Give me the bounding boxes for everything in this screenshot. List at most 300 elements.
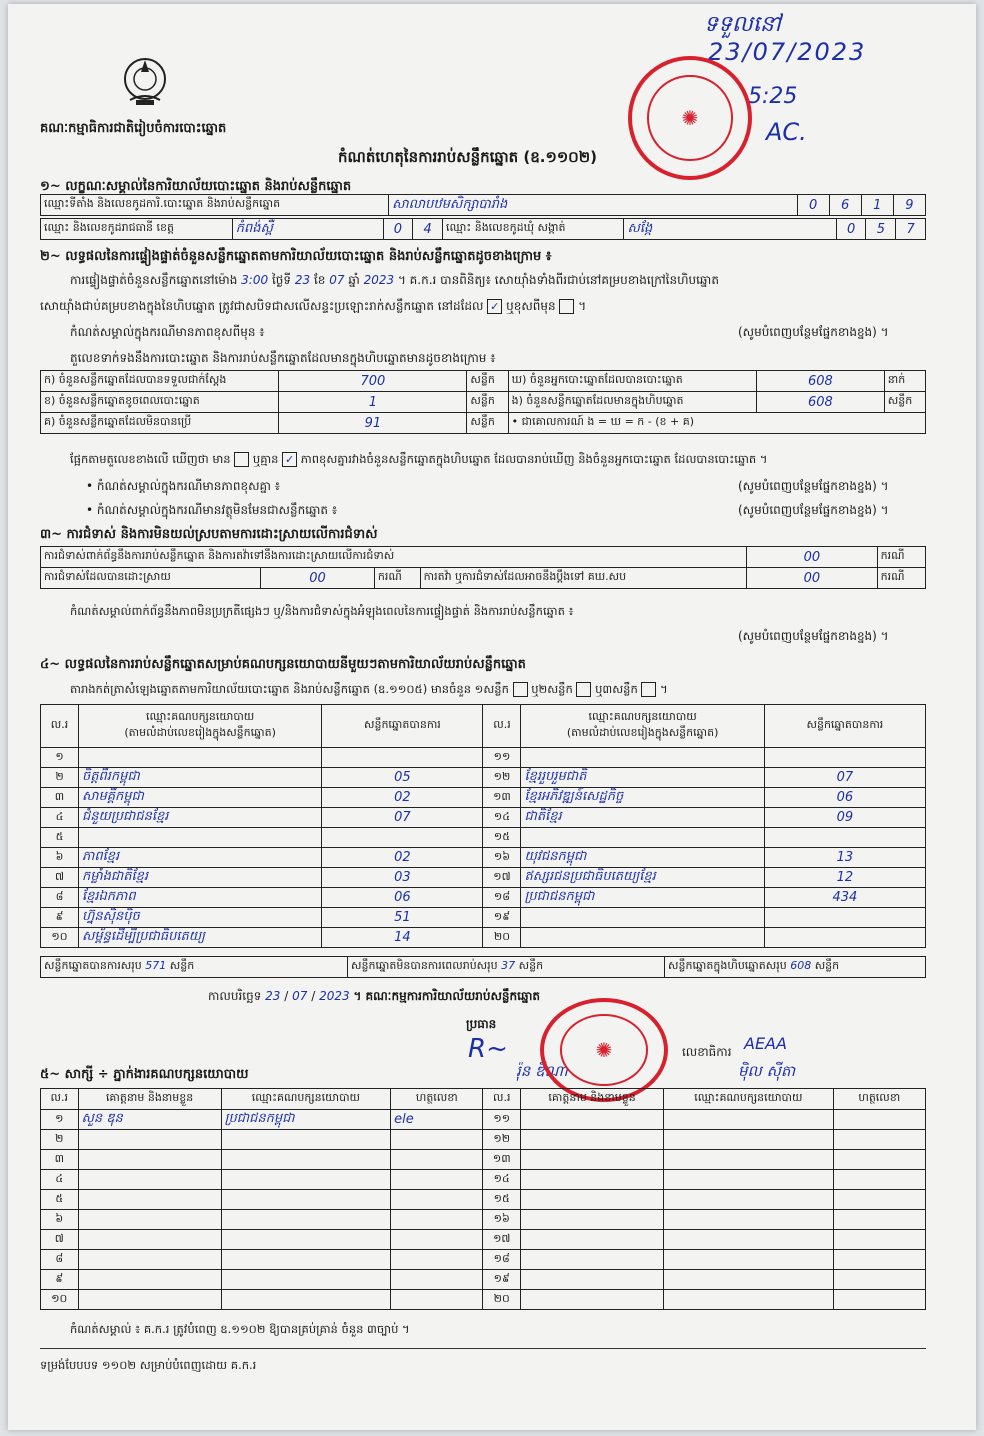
section1-heading: ១~ លក្ខណៈសម្គាល់នៃការិយាល័យបោះឆ្នោត និងរាប់សន្លឹកឆ្នោត xyxy=(40,179,352,194)
result-votes-left: 07 xyxy=(322,808,483,828)
date-line: កាលបរិច្ឆេទ 23 / 07 / 2023 ។ គណៈកម្មការការិយាល័យរាប់សន្លឹកឆ្នោត xyxy=(208,989,540,1003)
witness-party-right xyxy=(664,1190,833,1210)
verification-month: 07 xyxy=(329,273,345,287)
result-votes-left: 05 xyxy=(322,768,483,788)
tally-two-sheet-label: ឬ២សន្លឹក xyxy=(531,682,573,696)
result-no-left: ៣ xyxy=(41,788,79,808)
result-votes-right: 13 xyxy=(764,848,925,868)
result-party-left: កម្លាំងជាតិខ្មែរ xyxy=(78,868,321,888)
witness-row xyxy=(41,1150,926,1170)
result-no-left: ៦ xyxy=(41,848,79,868)
commune-code-2: 5 xyxy=(866,219,896,240)
result-row xyxy=(41,908,926,928)
irregularity-note: កំណត់សម្គាល់ពាក់ព័ន្ធនឹងភាពមិនប្រក្រតីផ្សេងៗ ឬ/និងការជំទាស់ក្នុងអំឡុងពេលនៃការផ្ទៀងផ្ទាត់ និងការរាប់សន្លឹកឆ្នោត ៖ xyxy=(70,604,574,618)
result-party-left: ជំនួយប្រជាជនខ្មែរ xyxy=(78,808,321,828)
result-votes-left: 03 xyxy=(322,868,483,888)
spoiled-ballots-value: 1 xyxy=(279,392,467,413)
unused-ballots-unit: សន្លឹក xyxy=(467,413,508,434)
witness-no-right: ១៣ xyxy=(483,1150,521,1170)
box-ballots-unit: សន្លឹក xyxy=(884,392,925,413)
comparison-tail: ភាពខុសគ្នារវាងចំនួនសន្លឹកឆ្នោតក្នុងហិបឆ្នោត ដែលបានរាប់ឃើញ និងចំនួនអ្នកបោះឆ្នោត ដែលបានបោះឆ្នោត ។ xyxy=(300,452,768,466)
result-no-left: ៤ xyxy=(41,808,79,828)
witness-sign-right xyxy=(833,1130,925,1150)
result-votes-right: 09 xyxy=(764,808,925,828)
witness-party-right xyxy=(664,1210,833,1230)
unused-ballots-value: 91 xyxy=(279,413,467,434)
result-party-right: ឥស្សរជនប្រជាធិបតេយ្យខ្មែរ xyxy=(521,868,764,888)
witness-party-right xyxy=(664,1170,833,1190)
witness-name-left xyxy=(78,1270,221,1290)
witness-row xyxy=(41,1130,926,1150)
witness-no-left: ៥ xyxy=(41,1190,79,1210)
witness-no-left: ៨ xyxy=(41,1250,79,1270)
witness-party-left xyxy=(221,1150,390,1170)
result-party-left: ចិត្តពីរកម្ពុជា xyxy=(78,768,321,788)
formula-text: • ជាគោលការណ៍ ង = ឃ = ក - (ខ + គ) xyxy=(508,413,925,434)
witness-row xyxy=(41,1230,926,1250)
witness-name-left: សួន ឌុន xyxy=(78,1110,221,1130)
nec-emblem-icon xyxy=(120,54,170,108)
resolved-label: ការជំទាស់ដែលបានដោះស្រាយ xyxy=(41,568,261,589)
received-ballots-unit: សន្លឹក xyxy=(467,371,508,392)
result-party-right: យុវជនកម្ពុជា xyxy=(521,848,764,868)
section3-heading: ៣~ ការជំទាស់ និងការមិនយល់ស្របតាមការដោះស្រាយលើការជំទាស់ xyxy=(40,527,378,542)
total-box-cell xyxy=(665,957,926,978)
result-row xyxy=(41,828,926,848)
result-row xyxy=(41,808,926,828)
witness-sign-right xyxy=(833,1250,925,1270)
section4-heading: ៤~ លទ្ធផលនៃការរាប់សន្លឹកឆ្នោតសម្រាប់គណបក្សនយោបាយនីមួយៗតាមការិយាល័យរាប់សន្លឹកឆ្នោត xyxy=(40,657,526,672)
w-col-sign-right: ហត្ថលេខា xyxy=(833,1089,925,1110)
commune-code-3: 7 xyxy=(896,219,926,240)
witness-party-left xyxy=(221,1250,390,1270)
witness-sign-left xyxy=(391,1210,483,1230)
col-party-right-sub: (តាមលំដាប់លេខរៀងក្នុងសន្លឹកឆ្នោត) xyxy=(566,726,719,739)
witness-no-right: ១៩ xyxy=(483,1270,521,1290)
province-name: កំពង់ស្ពឺ xyxy=(232,219,383,240)
witness-row xyxy=(41,1190,926,1210)
witness-sign-left xyxy=(391,1230,483,1250)
result-no-right: ១៤ xyxy=(483,808,521,828)
comparison-has-label: ផ្អែកតាមតួលេខខាងលើ ឃើញថា មាន xyxy=(70,452,231,466)
commune-name: សង្កែ xyxy=(624,219,836,240)
witness-sign-right xyxy=(833,1270,925,1290)
result-row xyxy=(41,748,926,768)
complaints-label: ការជំទាស់ពាក់ព័ន្ធនឹងការរាប់សន្លឹកឆ្នោត និងការតវ៉ាទៅនឹងការដោះស្រាយលើការជំទាស់ xyxy=(41,547,747,568)
foreign-object-note-suffix: (សូមបំពេញបន្ថែមផ្នែកខាងខ្នង) ។ xyxy=(738,503,889,517)
witness-sign-right xyxy=(833,1230,925,1250)
witness-row xyxy=(41,1210,926,1230)
total-invalid-label: សន្លឹកឆ្នោតមិនបានការពេលរាប់សរុប xyxy=(351,959,498,972)
witness-no-left: ២ xyxy=(41,1130,79,1150)
result-votes-left: 02 xyxy=(322,788,483,808)
witness-sign-left xyxy=(391,1190,483,1210)
polling-station-name: សាលាបឋមសិក្សាបារាំង xyxy=(389,195,797,216)
form-title: កំណត់ហេតុនៃការរាប់សន្លឹកឆ្នោត (ឧ.១១០២) xyxy=(338,148,598,166)
result-votes-right: 12 xyxy=(764,868,925,888)
witness-name-left xyxy=(78,1290,221,1310)
witness-party-left xyxy=(221,1170,390,1190)
verification-year: 2023 xyxy=(363,273,395,287)
date-month: 07 xyxy=(292,989,308,1003)
voters-value: 608 xyxy=(757,371,885,392)
result-no-right: ១៣ xyxy=(483,788,521,808)
station-code-4: 9 xyxy=(893,195,925,216)
witness-no-right: ១១ xyxy=(483,1110,521,1130)
result-party-right xyxy=(521,748,764,768)
witness-no-left: ៧ xyxy=(41,1230,79,1250)
seal-changed-label: ឬខុសពីមុន xyxy=(506,299,556,313)
irregularity-note-suffix: (សូមបំពេញបន្ថែមផ្នែកខាងខ្នង) ។ xyxy=(738,629,889,643)
verification-line1 xyxy=(70,272,719,290)
witness-party-right xyxy=(664,1270,833,1290)
result-party-left xyxy=(78,828,321,848)
spoiled-ballots-label: ខ) ចំនួនសន្លឹកឆ្នោតខូចពេលបោះឆ្នោត xyxy=(41,392,279,413)
witness-no-left: ៣ xyxy=(41,1150,79,1170)
witness-no-left: ៦ xyxy=(41,1210,79,1230)
result-no-right: ១៨ xyxy=(483,888,521,908)
secretary-signature: AEAA xyxy=(744,1034,787,1053)
result-no-right: ១៧ xyxy=(483,868,521,888)
result-votes-left: 02 xyxy=(322,848,483,868)
total-valid-cell xyxy=(41,957,348,978)
result-votes-left: 51 xyxy=(322,908,483,928)
w-col-no-right: ល.រ xyxy=(483,1089,521,1110)
result-votes-right xyxy=(764,908,925,928)
section1-table-row2 xyxy=(40,218,926,240)
witness-name-right xyxy=(521,1250,664,1270)
witness-party-right xyxy=(664,1230,833,1250)
complaints-unit: ករណី xyxy=(877,547,925,568)
witness-party-right xyxy=(664,1130,833,1150)
witness-name-left xyxy=(78,1190,221,1210)
chair-signature: R~ xyxy=(468,1034,508,1064)
witness-sign-left xyxy=(391,1130,483,1150)
witness-sign-left xyxy=(391,1270,483,1290)
witness-party-left xyxy=(221,1190,390,1210)
witness-name-right xyxy=(521,1270,664,1290)
province-label: ឈ្មោះ និងលេខកូដរាជធានី ខេត្ត xyxy=(41,219,233,240)
no-difference-checkbox[interactable]: ✓ xyxy=(282,452,297,467)
spoiled-ballots-unit: សន្លឹក xyxy=(467,392,508,413)
col-party-right xyxy=(521,705,764,748)
form-footer: ទម្រង់បែបបទ ១១០២ សម្រាប់បំពេញដោយ គ.ក.រ xyxy=(40,1358,257,1372)
receipt-initials: AC. xyxy=(766,118,807,146)
witness-party-right xyxy=(664,1110,833,1130)
verification-line2 xyxy=(40,298,586,316)
result-no-left: ២ xyxy=(41,768,79,788)
result-no-left: ៨ xyxy=(41,888,79,908)
total-invalid-cell xyxy=(348,957,665,978)
w-col-party-left: ឈ្មោះគណបក្សនយោបាយ xyxy=(221,1089,390,1110)
result-no-right: ១១ xyxy=(483,748,521,768)
witness-no-left: ៩ xyxy=(41,1270,79,1290)
result-no-right: ១៥ xyxy=(483,828,521,848)
verification-year-label: ឆ្នាំ xyxy=(348,273,360,287)
chair-label: ប្រធាន xyxy=(466,1017,497,1031)
province-code-1: 0 xyxy=(383,219,413,240)
result-no-left: ៩ xyxy=(41,908,79,928)
received-ballots-value: 700 xyxy=(279,371,467,392)
result-row xyxy=(41,868,926,888)
witness-no-right: ១៨ xyxy=(483,1250,521,1270)
witness-sign-left: ele xyxy=(391,1110,483,1130)
one-sheet-checkbox[interactable] xyxy=(513,682,528,697)
difference-note-label: កំណត់សម្គាល់ក្នុងករណីមានភាពខុសពីមុន ៖ xyxy=(70,325,265,339)
result-no-left: ៧ xyxy=(41,868,79,888)
box-ballots-label: ង) ចំនួនសន្លឹកឆ្នោតដែលមានក្នុងហិបឆ្នោត xyxy=(508,392,756,413)
total-valid-unit: សន្លឹក xyxy=(169,959,195,972)
w-col-no-left: ល.រ xyxy=(41,1089,79,1110)
total-invalid-value: 37 xyxy=(501,959,516,972)
verification-day: 23 xyxy=(294,273,311,287)
result-no-right: ១៦ xyxy=(483,848,521,868)
verification-line1-tail: ។ គ.ក.រ បានពិនិត្យ៖ សោយ៉ាំងទាំងពីរជាប់នៅគម្របខាងក្រៅនៃហិបឆ្នោត xyxy=(397,273,719,287)
receipt-label: ទទួលនៅ xyxy=(704,12,781,37)
col-no-right: ល.រ xyxy=(483,705,521,748)
result-votes-left xyxy=(322,828,483,848)
secretary-name: ម៉ិល ស៊ីតា xyxy=(738,1062,796,1080)
footer-divider xyxy=(40,1348,926,1349)
result-party-right: ជាតិខ្មែរ xyxy=(521,808,764,828)
witness-no-right: ១៦ xyxy=(483,1210,521,1230)
discrepancy-note: • កំណត់សម្គាល់ក្នុងករណីមានភាពខុសគ្នា ៖ xyxy=(86,479,281,493)
witness-name-right xyxy=(521,1110,664,1130)
result-votes-right: 434 xyxy=(764,888,925,908)
result-party-left: សាមគ្គីកម្ពុជា xyxy=(78,788,321,808)
receipt-date: 23/07/2023 xyxy=(708,38,867,66)
result-row xyxy=(41,928,926,948)
complaints-table xyxy=(40,546,926,589)
section2-heading: ២~ លទ្ធផលនៃការផ្ទៀងផ្ទាត់ចំនួនសន្លឹកឆ្នោតតាមការិយាល័យបោះឆ្នោត និងរាប់សន្លឹកឆ្នោតដូចខាងក្រោម ៖ xyxy=(40,249,552,264)
witness-name-right xyxy=(521,1190,664,1210)
result-no-right: ១៩ xyxy=(483,908,521,928)
result-party-left: ហ្វ៊ុនស៊ិនប៉ិច xyxy=(78,908,321,928)
witness-row xyxy=(41,1110,926,1130)
discrepancy-note-suffix: (សូមបំពេញបន្ថែមផ្នែកខាងខ្នង) ។ xyxy=(738,479,889,493)
witness-sign-left xyxy=(391,1250,483,1270)
verification-time-label: ការផ្ទៀងផ្ទាត់ចំនួនសន្លឹកឆ្នោតនៅម៉ោង xyxy=(70,273,238,287)
line-end: ។ xyxy=(578,299,587,313)
complaints-value: 00 xyxy=(747,547,878,568)
seal-status-text: សោយ៉ាំងជាប់គម្របខាងក្នុងនៃហិបឆ្នោត ត្រូវជាសបិទជាសលើសន្ទះប្រឡោះរាក់សន្លឹកឆ្នោត នៅដដែល xyxy=(40,299,484,313)
figures-intro: តួលេខទាក់ទងនឹងការបោះឆ្នោត និងការរាប់សន្លឹកឆ្នោតដែលមានក្នុងហិបឆ្នោតមានដូចខាងក្រោម ៖ xyxy=(70,351,496,365)
result-party-left: សម្ព័ន្ធដើម្បីប្រជាធិបតេយ្យ xyxy=(78,928,321,948)
commune-code-1: 0 xyxy=(836,219,866,240)
footnote: កំណត់សម្គាល់ ៖ គ.ក.រ ត្រូវបំពេញ ឧ.១១០២ ឱ្យបានគ្រប់គ្រាន់ ចំនួន ៣ច្បាប់ ។ xyxy=(70,1322,410,1336)
section1-table xyxy=(40,194,926,216)
w-col-name-right: គោត្តនាម និងនាមខ្លួន xyxy=(521,1089,664,1110)
appeal-value: 00 xyxy=(747,568,878,589)
result-row xyxy=(41,788,926,808)
total-valid-value: 571 xyxy=(145,959,167,972)
total-invalid-unit: សន្លឹក xyxy=(518,959,544,972)
witness-row xyxy=(41,1170,926,1190)
col-party-right-title: ឈ្មោះគណបក្សនយោបាយ xyxy=(588,710,697,723)
witness-name-right xyxy=(521,1230,664,1250)
resolved-unit: ករណី xyxy=(374,568,420,589)
result-row xyxy=(41,848,926,868)
line-end: ។ xyxy=(660,682,668,696)
total-box-unit: សន្លឹក xyxy=(814,959,840,972)
date-day: 23 xyxy=(265,989,281,1003)
result-votes-right xyxy=(764,828,925,848)
foreign-object-note: • កំណត់សម្គាល់ក្នុងករណីមានវត្ថុមិនមែនជាសន្លឹកឆ្នោត ៖ xyxy=(86,503,338,517)
witness-name-left xyxy=(78,1130,221,1150)
witness-no-right: ១៥ xyxy=(483,1190,521,1210)
w-col-party-right: ឈ្មោះគណបក្សនយោបាយ xyxy=(664,1089,833,1110)
comparison-none-label: ឬគ្មាន xyxy=(252,452,279,466)
result-party-right: ប្រជាជនកម្ពុជា xyxy=(521,888,764,908)
commune-label: ឈ្មោះ និងលេខកូដឃុំ សង្កាត់ xyxy=(442,219,624,240)
col-party-left-sub: (តាមលំដាប់លេខរៀងក្នុងសន្លឹកឆ្នោត) xyxy=(124,726,276,739)
ballot-figures-table xyxy=(40,370,926,434)
witness-name-left xyxy=(78,1170,221,1190)
witness-row xyxy=(41,1250,926,1270)
col-no-left: ល.រ xyxy=(41,705,79,748)
result-party-left: ភាពខ្មែរ xyxy=(78,848,321,868)
result-party-left: ខ្មែរឯកភាព xyxy=(78,888,321,908)
box-ballots-value: 608 xyxy=(757,392,885,413)
total-box-label: សន្លឹកឆ្នោតក្នុងហិបឆ្នោតសរុប xyxy=(668,959,787,972)
w-col-name-left: គោត្តនាម និងនាមខ្លួន xyxy=(78,1089,221,1110)
witness-no-left: ១០ xyxy=(41,1290,79,1310)
section5-heading: ៥~ សាក្សី ÷ ភ្នាក់ងារគណបក្សនយោបាយ xyxy=(40,1067,249,1082)
col-party-left xyxy=(78,705,321,748)
witness-party-right xyxy=(664,1290,833,1310)
witness-no-right: ១៤ xyxy=(483,1170,521,1190)
witness-sign-right xyxy=(833,1150,925,1170)
result-row xyxy=(41,888,926,908)
difference-note-suffix: (សូមបំពេញបន្ថែមផ្នែកខាងខ្នង) ។ xyxy=(738,325,889,339)
secretary-label: លេខាធិការ xyxy=(682,1045,732,1059)
station-code-3: 1 xyxy=(861,195,893,216)
result-no-left: ១ xyxy=(41,748,79,768)
witness-no-right: ២០ xyxy=(483,1290,521,1310)
seal-unchanged-checkbox[interactable]: ✓ xyxy=(487,299,502,314)
witness-party-right xyxy=(664,1150,833,1170)
date-label: កាលបរិច្ឆេទ xyxy=(208,989,262,1003)
party-results-table xyxy=(40,704,926,948)
result-no-left: ១០ xyxy=(41,928,79,948)
total-box-value: 608 xyxy=(790,959,812,972)
result-no-right: ១២ xyxy=(483,768,521,788)
witness-sign-right xyxy=(833,1190,925,1210)
result-row xyxy=(41,768,926,788)
receipt-time: 5:25 xyxy=(748,84,798,109)
two-sheet-checkbox[interactable] xyxy=(576,682,591,697)
voters-label: ឃ) ចំនួនអ្នកបោះឆ្នោតដែលបានបោះឆ្នោត xyxy=(508,371,756,392)
station-code-2: 6 xyxy=(829,195,861,216)
verification-time: 3:00 xyxy=(241,273,269,287)
resolved-value: 00 xyxy=(261,568,375,589)
witness-party-left xyxy=(221,1230,390,1250)
result-no-right: ២០ xyxy=(483,928,521,948)
commission-label: ។ គណៈកម្មការការិយាល័យរាប់សន្លឹកឆ្នោត xyxy=(353,989,540,1003)
result-party-right: ខ្មែរអភិវឌ្ឍន៍សេដ្ឋកិច្ច xyxy=(521,788,764,808)
w-col-sign-left: ហត្ថលេខា xyxy=(391,1089,483,1110)
result-party-right: ខ្មែររួបរួមជាតិ xyxy=(521,768,764,788)
org-name: គណៈកម្មាធិការជាតិរៀបចំការបោះឆ្នោត xyxy=(40,121,227,136)
official-seal-top: ✺ xyxy=(628,56,752,180)
three-sheet-checkbox[interactable] xyxy=(641,682,656,697)
result-votes-right: 06 xyxy=(764,788,925,808)
witness-name-right xyxy=(521,1170,664,1190)
result-votes-right: 07 xyxy=(764,768,925,788)
witness-sign-left xyxy=(391,1290,483,1310)
election-form-page xyxy=(8,4,976,1430)
chair-name: រ៉ុន ឌីណា xyxy=(516,1062,568,1080)
result-votes-left xyxy=(322,748,483,768)
province-code-2: 4 xyxy=(413,219,443,240)
total-valid-label: សន្លឹកឆ្នោតបានការសរុប xyxy=(44,959,142,972)
result-party-left xyxy=(78,748,321,768)
unused-ballots-label: គ) ចំនួនសន្លឹកឆ្នោតដែលមិនបានប្រើ xyxy=(41,413,279,434)
polling-station-label: ឈ្មោះទីតាំង និងលេខកូដការិ.បោះឆ្នោត និងរាប់សន្លឹកឆ្នោត xyxy=(41,195,389,216)
voters-unit: នាក់ xyxy=(884,371,925,392)
verification-month-label: ខែ xyxy=(313,273,326,287)
witness-sign-right xyxy=(833,1170,925,1190)
witness-name-left xyxy=(78,1250,221,1270)
result-votes-left: 06 xyxy=(322,888,483,908)
witness-name-left xyxy=(78,1230,221,1250)
witness-party-left: ប្រជាជនកម្ពុជា xyxy=(221,1110,390,1130)
date-year: 2023 xyxy=(319,989,350,1003)
witness-sign-left xyxy=(391,1150,483,1170)
seal-changed-checkbox[interactable] xyxy=(559,299,574,314)
witness-sign-right xyxy=(833,1110,925,1130)
witness-sign-right xyxy=(833,1290,925,1310)
witness-sign-left xyxy=(391,1170,483,1190)
result-no-left: ៥ xyxy=(41,828,79,848)
witness-party-left xyxy=(221,1290,390,1310)
witness-name-left xyxy=(78,1210,221,1230)
station-code-1: 0 xyxy=(797,195,829,216)
witness-party-left xyxy=(221,1130,390,1150)
result-votes-right xyxy=(764,748,925,768)
witness-table xyxy=(40,1088,926,1310)
witness-sign-right xyxy=(833,1210,925,1230)
witness-row xyxy=(41,1290,926,1310)
has-difference-checkbox[interactable] xyxy=(234,452,249,467)
tally-one-sheet-label: តារាងកត់ត្រាសំឡេងឆ្នោតតាមការិយាល័យបោះឆ្នោត និងរាប់សន្លឹកឆ្នោត (ឧ.១១០៥) មានចំនួន ១សន្លឹក xyxy=(70,682,509,696)
witness-row xyxy=(41,1270,926,1290)
witness-no-left: ១ xyxy=(41,1110,79,1130)
witness-party-left xyxy=(221,1270,390,1290)
tally-sheet-count xyxy=(70,682,668,699)
result-votes-right xyxy=(764,928,925,948)
witness-name-right xyxy=(521,1150,664,1170)
col-votes-right: សន្លឹកឆ្នោតបានការ xyxy=(764,705,925,748)
result-votes-left: 14 xyxy=(322,928,483,948)
verification-day-label: ថ្ងៃទី xyxy=(271,273,291,287)
totals-table xyxy=(40,956,926,978)
witness-no-right: ១៧ xyxy=(483,1230,521,1250)
witness-name-left xyxy=(78,1150,221,1170)
col-votes-left: សន្លឹកឆ្នោតបានការ xyxy=(322,705,483,748)
witness-name-right xyxy=(521,1290,664,1310)
tally-three-sheet-label: ឬ៣សន្លឹក xyxy=(595,682,638,696)
appeal-label: ការតវ៉ា ឬការជំទាស់ដែលអាចនឹងប្តឹងទៅ គឃ.សប xyxy=(420,568,747,589)
comparison-line xyxy=(70,452,767,469)
official-seal-bottom: ✺ xyxy=(540,998,668,1102)
appeal-unit: ករណី xyxy=(877,568,925,589)
result-party-right xyxy=(521,928,764,948)
witness-name-right xyxy=(521,1130,664,1150)
witness-no-left: ៤ xyxy=(41,1170,79,1190)
witness-no-right: ១២ xyxy=(483,1130,521,1150)
result-party-right xyxy=(521,828,764,848)
